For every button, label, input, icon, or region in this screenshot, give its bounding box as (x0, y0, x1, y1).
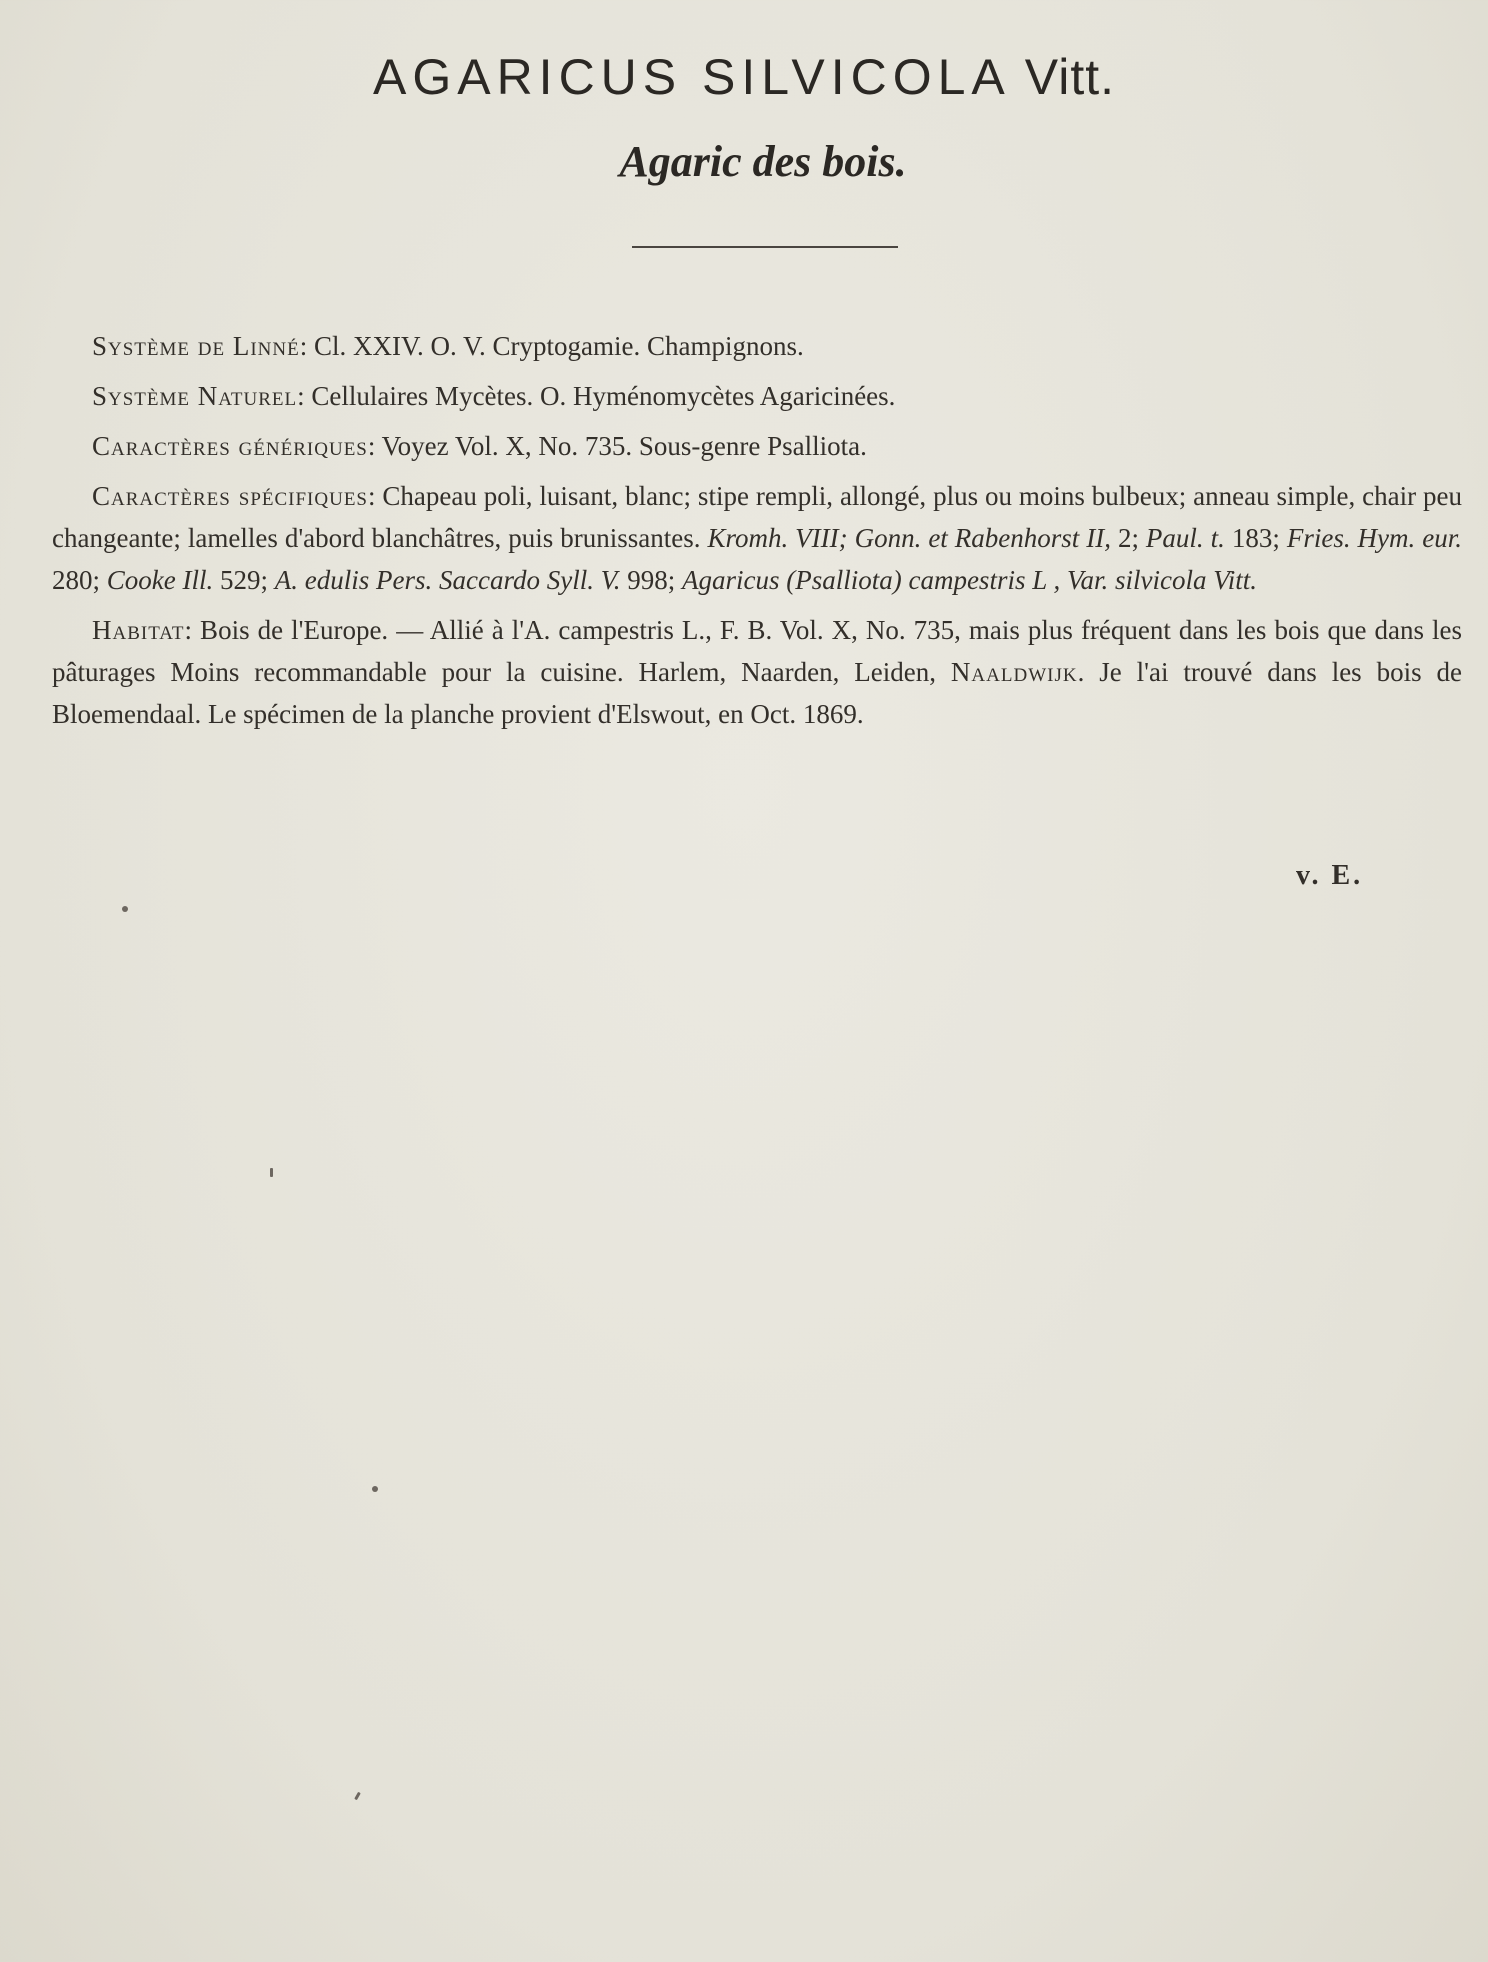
paper-speck (372, 1486, 378, 1492)
reference-saccardo-page: 998; (627, 565, 676, 595)
reference-paul: Paul. t. (1145, 523, 1225, 553)
reference-gonn: Gonn. et Rabenhorst II, (854, 523, 1111, 553)
linne-system-paragraph (52, 325, 1462, 367)
paper-speck (354, 1792, 361, 1800)
species-author: Vitt. (1024, 49, 1116, 105)
habitat-place: Naaldwijk (950, 657, 1078, 687)
reference-paul-page: 183; (1231, 523, 1280, 553)
habitat-text: : Bois de l'Europe. — Allié à l'A. campestris L., F. B. Vol. X, No. 735, mais plus fréquent dans les bois que dans les pâturages Moins recommandable pour la cuisine. Harlem, Naarden, Leiden, (52, 615, 1462, 687)
linne-system-label: Système de Linné (92, 331, 300, 361)
specific-characters-label: Caractères spécifiques (92, 481, 369, 511)
reference-synonym: Agaricus (Psalliota) campestris L , Var. silvicola Vitt. (681, 565, 1257, 595)
reference-fries-page: 280; (52, 565, 101, 595)
generic-characters-paragraph (52, 425, 1462, 467)
linne-system-text: : Cl. XXIV. O. V. Cryptogamie. Champignons. (299, 331, 804, 361)
generic-characters-text: : Voyez Vol. X, No. 735. Sous-genre Psalliota. (367, 431, 867, 461)
natural-system-label: Système Naturel (92, 381, 298, 411)
habitat-text-continued: . Je l'ai trouvé dans les bois de Bloemendaal. Le spécimen de la planche provient d'Elswout, en Oct. 1869. (52, 657, 1463, 729)
reference-cooke-page: 529; (220, 565, 269, 595)
specific-characters-paragraph (52, 475, 1462, 601)
habitat-label: Habitat (92, 615, 185, 645)
paper-speck (122, 906, 128, 912)
generic-characters-label: Caractères génériques (92, 431, 368, 461)
reference-kromh: Kromh. VIII; (707, 523, 848, 553)
natural-system-text: : Cellulaires Mycètes. O. Hyménomycètes Agaricinées. (297, 381, 896, 411)
common-name: Agaric des bois. (619, 137, 907, 186)
natural-system-paragraph (52, 375, 1462, 417)
reference-gonn-page: 2; (1117, 523, 1139, 553)
reference-saccardo: A. edulis Pers. Saccardo Syll. V. (274, 565, 621, 595)
description-body (52, 325, 1462, 743)
reference-cooke: Cooke Ill. (106, 565, 214, 595)
reference-fries: Fries. Hym. eur. (1286, 523, 1462, 553)
specific-characters-text: : Chapeau poli, luisant, blanc; stipe rempli, allongé, plus ou moins bulbeux; anneau simple, chair peu changeante; lamelles d'abord blanchâtres, puis brunissantes. (52, 481, 1463, 553)
paper-speck (270, 1168, 273, 1177)
author-signature: v. E. (1296, 860, 1364, 891)
species-name: AGARICUS SILVICOLA (372, 49, 1011, 105)
habitat-paragraph (52, 609, 1462, 735)
species-title (0, 48, 1488, 106)
title-divider (632, 246, 898, 248)
